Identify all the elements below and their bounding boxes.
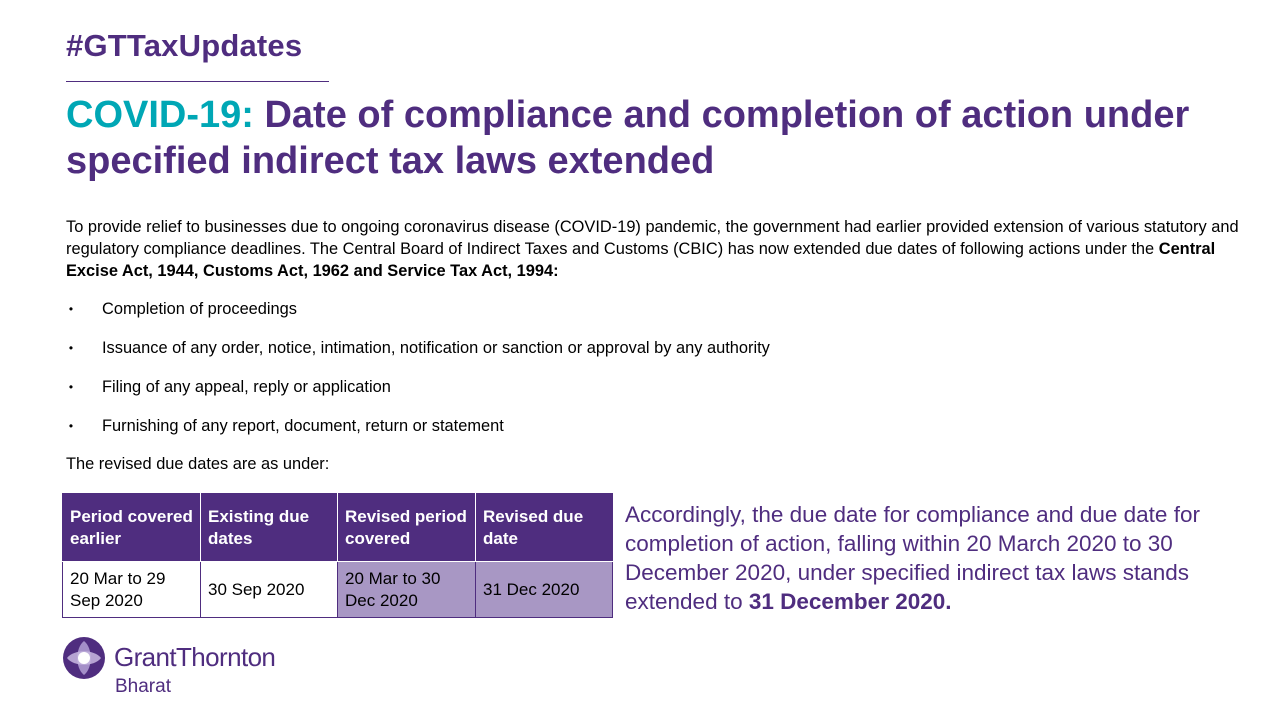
list-item — [66, 297, 770, 336]
bullet-icon: • — [68, 341, 74, 355]
table-cell: 20 Mar to 29 Sep 2020 — [63, 562, 201, 618]
grant-thornton-logo-icon — [62, 636, 106, 680]
due-dates-table — [62, 493, 613, 618]
list-item — [66, 414, 770, 453]
title-rest: Date of compliance and completion of action under specified indirect tax laws extended — [66, 94, 1190, 182]
revised-dates-label: The revised due dates are as under: — [66, 455, 330, 473]
actions-list — [66, 297, 770, 453]
summary-callout — [625, 500, 1235, 616]
intro-acts: Central Excise Act, 1944, Customs Act, 1962 and Service Tax Act, 1994: — [66, 240, 1216, 280]
table-header-cell: Period covered earlier — [63, 494, 201, 562]
table-cell: 20 Mar to 30 Dec 2020 — [338, 562, 476, 618]
page-title — [66, 92, 1206, 184]
list-item — [66, 336, 770, 375]
logo-sub-name: Bharat — [115, 676, 171, 697]
table-header-cell: Existing due dates — [201, 494, 338, 562]
company-logo — [62, 636, 302, 700]
table-header-cell: Revised period covered — [338, 494, 476, 562]
table-cell: 30 Sep 2020 — [201, 562, 338, 618]
list-item — [66, 375, 770, 414]
list-item-text: Filing of any appeal, reply or application — [102, 378, 391, 396]
callout-text: Accordingly, the due date for compliance and due date for completion of action, falling within 20 March 2020 to 30 December 2020, under specified indirect tax laws stands extended to — [625, 502, 1200, 614]
header-divider — [66, 81, 329, 82]
logo-brand-name: GrantThornton — [114, 642, 276, 672]
intro-text: To provide relief to businesses due to ongoing coronavirus disease (COVID-19) pandemic, the government had earlier provided extension of various statutory and regulatory compliance deadlines. The Central Board of Indirect Taxes and Customs (CBIC) has now extended due dates of following actions under the — [66, 218, 1239, 258]
intro-paragraph — [66, 216, 1241, 282]
callout-date: 31 December 2020. — [748, 589, 952, 614]
bullet-icon: • — [68, 380, 74, 394]
hashtag-title: #GTTaxUpdates — [66, 28, 303, 63]
list-item-text: Completion of proceedings — [102, 300, 297, 318]
table-row — [63, 562, 613, 618]
title-highlight: COVID-19: — [66, 94, 254, 136]
list-item-text: Furnishing of any report, document, return or statement — [102, 417, 504, 435]
bullet-icon: • — [68, 419, 74, 433]
list-item-text: Issuance of any order, notice, intimation, notification or sanction or approval by any authority — [102, 339, 770, 357]
table-cell: 31 Dec 2020 — [476, 562, 613, 618]
table-header-cell: Revised due date — [476, 494, 613, 562]
table-header-row — [63, 494, 613, 562]
bullet-icon: • — [68, 302, 74, 316]
